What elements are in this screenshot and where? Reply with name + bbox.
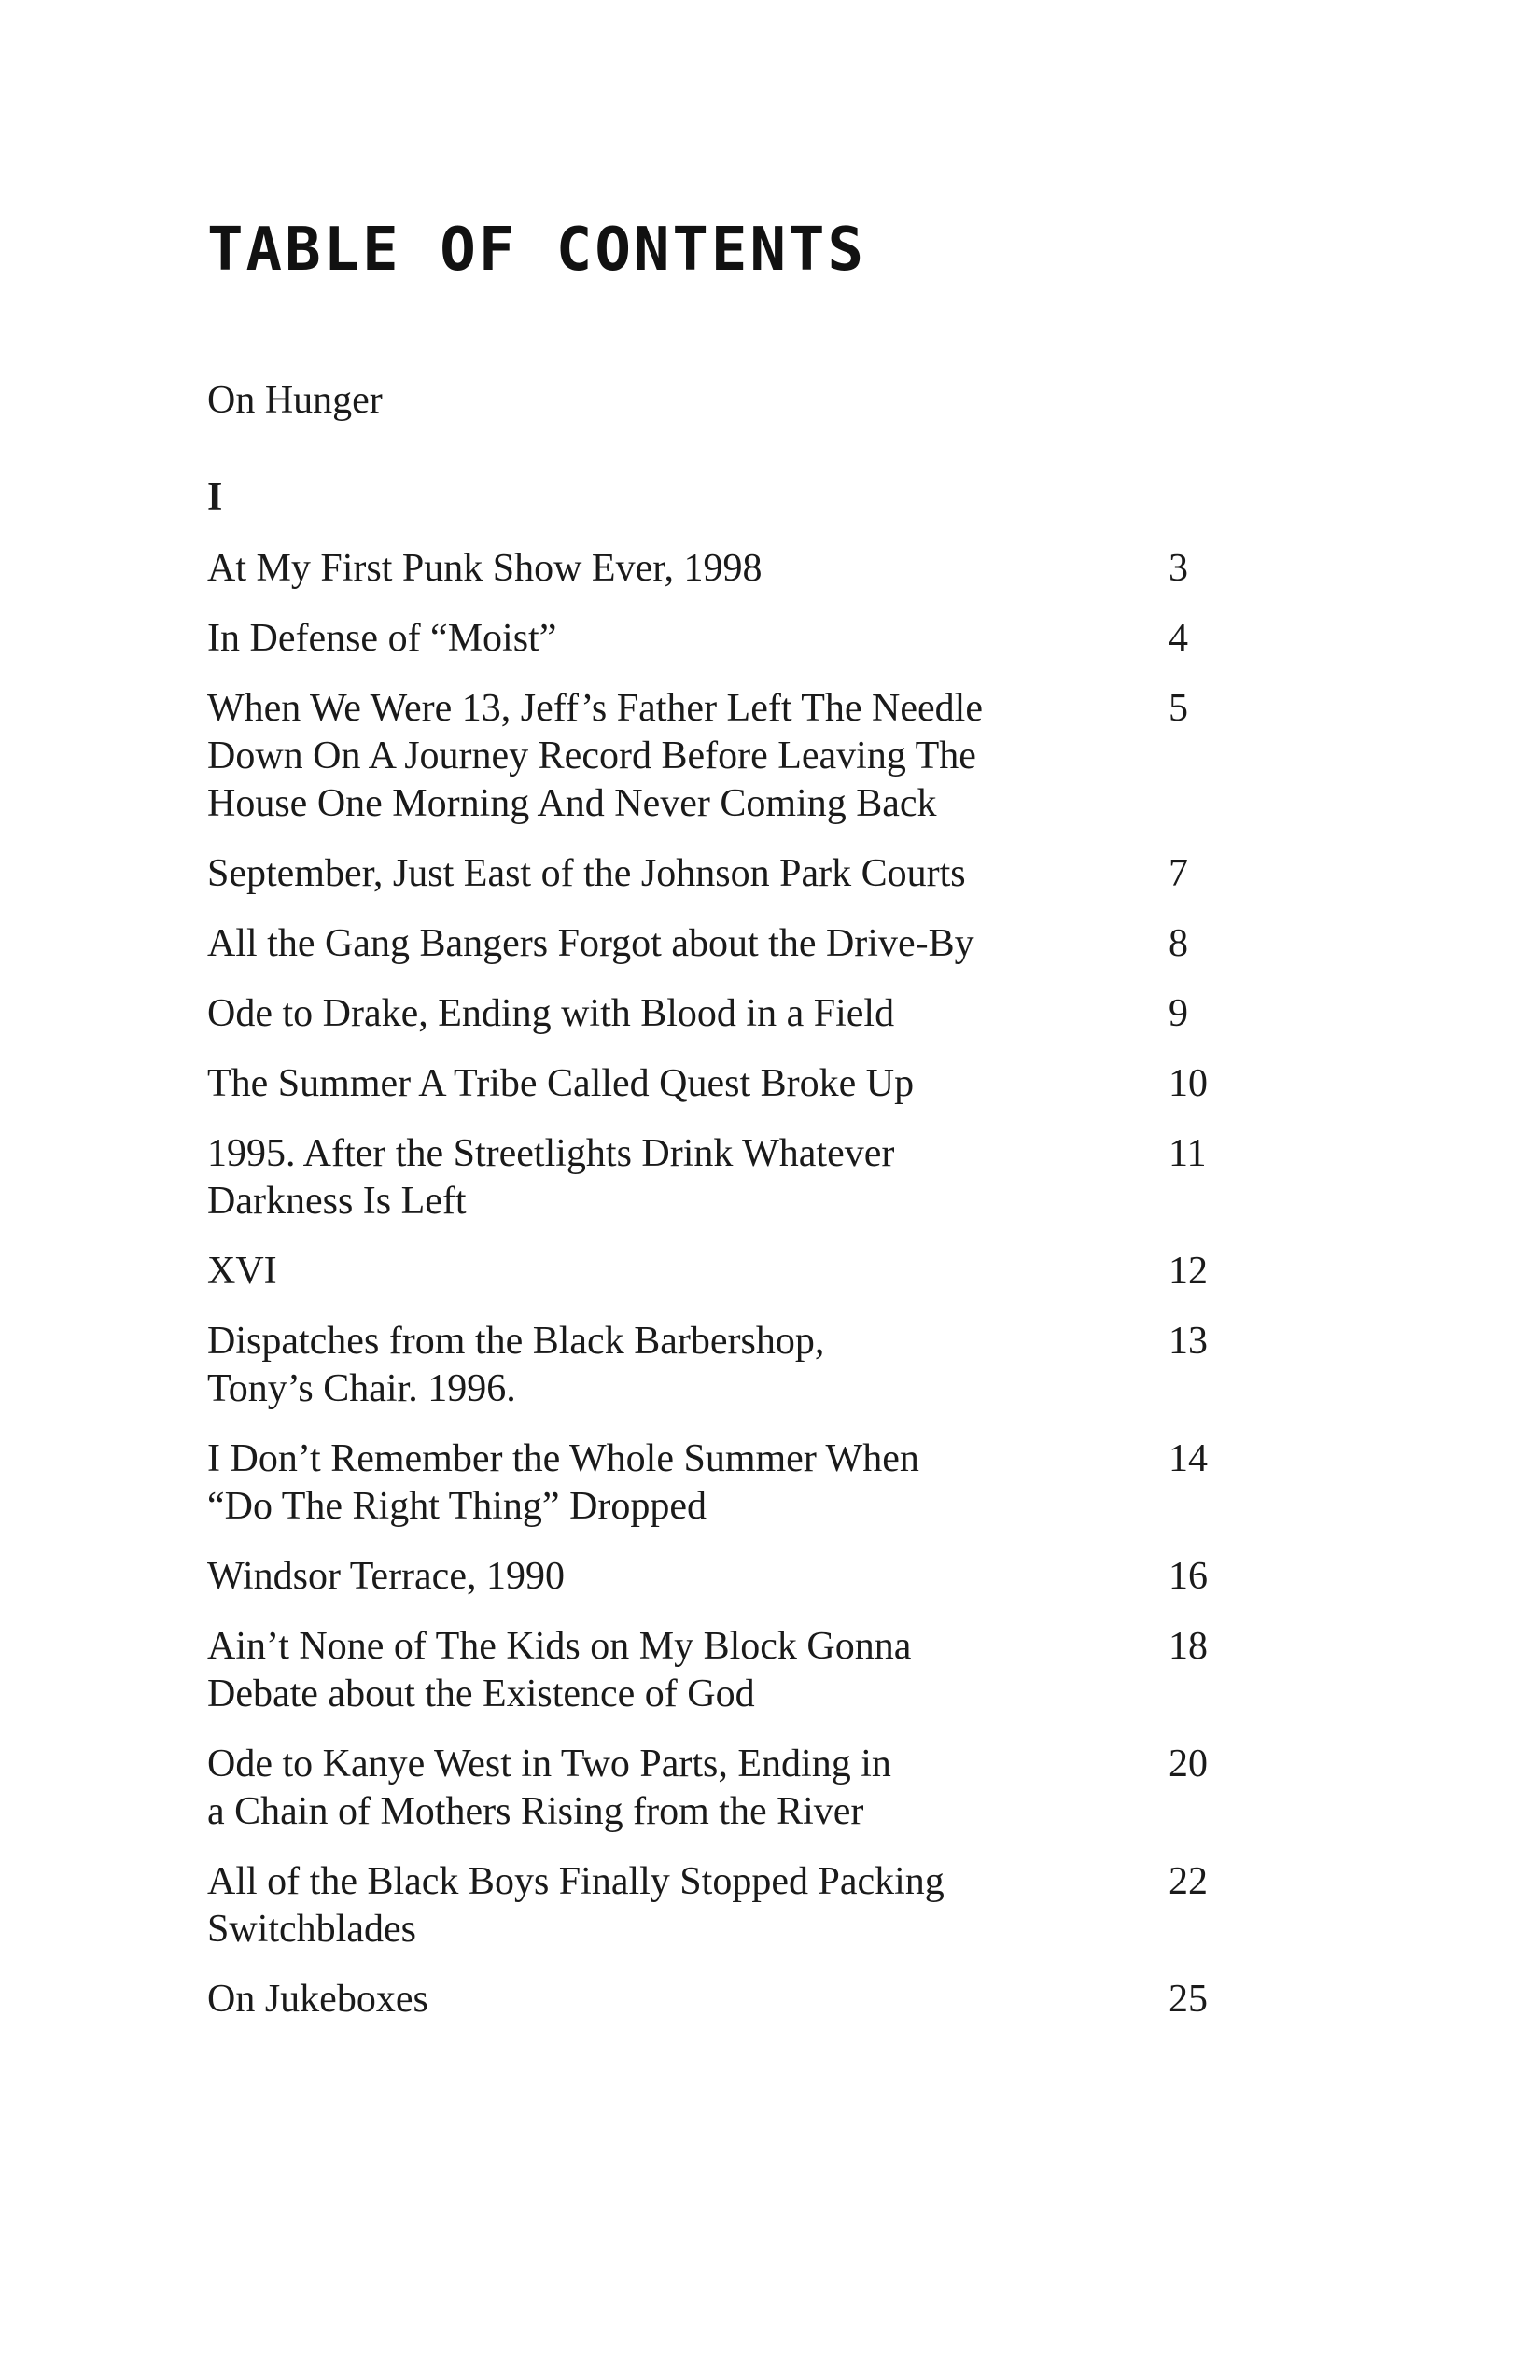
toc-entry [207, 850, 1225, 898]
toc-entry [207, 1130, 1225, 1225]
entry-page-number: 9 [1169, 992, 1188, 1035]
entry-title: All the Gang Bangers Forgot about the Drive-By [207, 922, 974, 965]
entry-page-number: 5 [1169, 687, 1188, 730]
toc-entry [207, 1858, 1225, 1953]
entry-title: The Summer A Tribe Called Quest Broke Up [207, 1062, 915, 1105]
entry-page-number: 20 [1169, 1743, 1208, 1785]
toc-entry [207, 1435, 1225, 1531]
entry-title: All of the Black Boys Finally Stopped Packing Switchblades [207, 1860, 945, 1951]
entry-page-number: 3 [1169, 547, 1188, 590]
toc-entry [207, 615, 1225, 663]
toc-entry [207, 1248, 1225, 1295]
toc-entry-list [207, 545, 1225, 2046]
entry-page-number: 4 [1169, 617, 1188, 660]
toc-entry [207, 1976, 1225, 2023]
entry-page-number: 22 [1169, 1860, 1208, 1903]
entry-page-number: 12 [1169, 1250, 1208, 1293]
section-heading: I [207, 476, 223, 519]
toc-entry [207, 545, 1225, 593]
toc-entry [207, 1623, 1225, 1718]
entry-page-number: 25 [1169, 1978, 1208, 2021]
entry-page-number: 14 [1169, 1437, 1208, 1480]
entry-title: On Jukeboxes [207, 1978, 428, 2021]
entry-title: In Defense of “Moist” [207, 617, 557, 660]
entry-page-number: 11 [1169, 1132, 1207, 1175]
entry-title: 1995. After the Streetlights Drink Whatever Darkness Is Left [207, 1132, 895, 1223]
entry-title: Ode to Drake, Ending with Blood in a Field [207, 992, 895, 1035]
entry-title: Ain’t None of The Kids on My Block Gonna Debate about the Existence of God [207, 1625, 912, 1715]
entry-page-number: 16 [1169, 1555, 1208, 1598]
entry-title: September, Just East of the Johnson Park Courts [207, 852, 966, 895]
toc-entry [207, 1741, 1225, 1836]
entry-title: Dispatches from the Black Barbershop, Tony’s Chair. 1996. [207, 1320, 825, 1410]
toc-entry [207, 1318, 1225, 1413]
toc-entry [207, 685, 1225, 828]
entry-title: Windsor Terrace, 1990 [207, 1555, 565, 1598]
entry-title: When We Were 13, Jeff’s Father Left The Needle Down On A Journey Record Before Leaving The House One Morning And Never Coming Back [207, 687, 983, 825]
entry-page-number: 7 [1169, 852, 1188, 895]
toc-entry [207, 990, 1225, 1038]
toc-entry [207, 1060, 1225, 1108]
entry-page-number: 8 [1169, 922, 1188, 965]
toc-entry [207, 920, 1225, 968]
entry-title: XVI [207, 1250, 277, 1293]
page-title: TABLE OF CONTENTS [207, 216, 867, 285]
entry-page-number: 10 [1169, 1062, 1208, 1105]
entry-page-number: 18 [1169, 1625, 1208, 1668]
toc-entry [207, 1553, 1225, 1601]
entry-page-number: 13 [1169, 1320, 1208, 1363]
entry-title: I Don’t Remember the Whole Summer When “Do The Right Thing” Dropped [207, 1437, 919, 1528]
entry-title: Ode to Kanye West in Two Parts, Ending in a Chain of Mothers Rising from the River [207, 1743, 891, 1833]
entry-title: At My First Punk Show Ever, 1998 [207, 547, 763, 590]
toc-entry-intro: On Hunger [207, 379, 383, 422]
